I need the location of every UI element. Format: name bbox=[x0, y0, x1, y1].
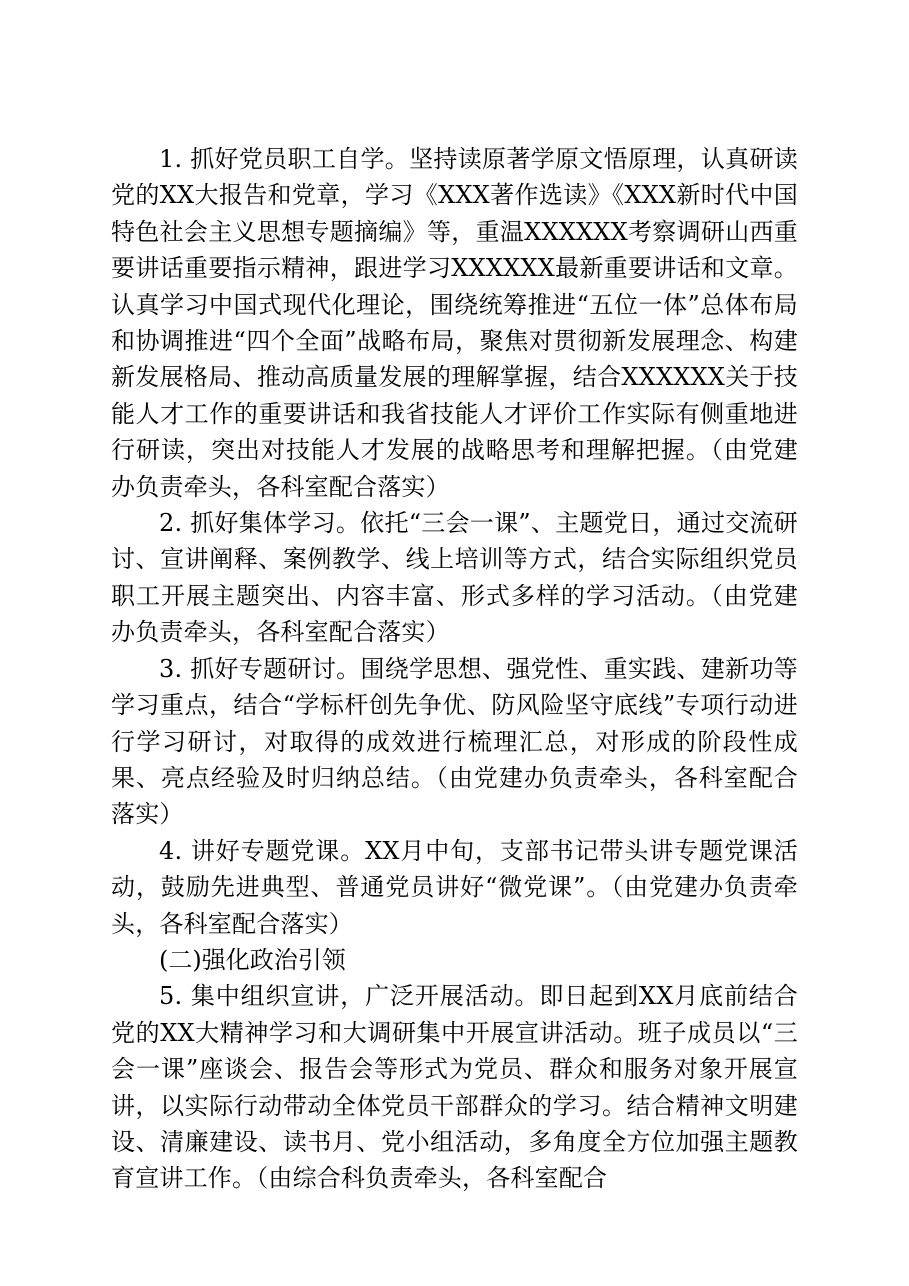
paragraph-1: 1. 抓好党员职工自学。坚持读原著学原文悟原理，认真研读党的XX大报告和党章，学习《XXX著作选读》《XXX新时代中国特色社会主义思想专题摘编》等，重温XXXXXX考察调研山西重要讲话重要指示精神，跟进学习XXXXXX最新重要讲话和文章。认真学习中国式现代化理论，围绕统筹推进“五位一体”总体布局和协调推进“四个全面”战略布局，聚焦对贯彻新发展理念、构建新发展格局、推动高质量发展的理解掌握，结合XXXXXX关于技能人才工作的重要讲话和我省技能人才评价工作实际有侧重地进行研读，突出对技能人才发展的战略思考和理解把握。（由党建办负责牵头，各科室配合落实） bbox=[111, 145, 798, 501]
section-heading: (二)强化政治引领 bbox=[159, 945, 346, 974]
paragraph-5: 5. 集中组织宣讲，广泛开展活动。即日起到XX月底前结合党的XX大精神学习和大调研集中开展宣讲活动。班子成员以“三会一课”座谈会、报告会等形式为党员、群众和服务对象开展宣讲，以实际行动带动全体党员干部群众的学习。结合精神文明建设、清廉建设、读书月、党小组活动，多角度全方位加强主题教育宣讲工作。（由综合科负责牵头，各科室配合 bbox=[111, 982, 798, 1193]
paragraph-3: 3. 抓好专题研讨。围绕学思想、强党性、重实践、建新功等学习重点，结合“学标杆创先争优、防风险坚守底线”专项行动进行学习研讨，对取得的成效进行梳理汇总，对形成的阶段性成果、亮点经验及时归纳总结。（由党建办负责牵头，各科室配合落实） bbox=[111, 654, 798, 829]
paragraph-4: 4. 讲好专题党课。XX月中旬，支部书记带头讲专题党课活动，鼓励先进典型、普通党员讲好“微党课”。（由党建办负责牵头，各科室配合落实） bbox=[111, 836, 798, 938]
paragraph-2: 2. 抓好集体学习。依托“三会一课”、主题党日，通过交流研讨、宣讲阐释、案例教学、线上培训等方式，结合实际组织党员职工开展主题突出、内容丰富、形式多样的学习活动。（由党建办负责牵头，各科室配合落实） bbox=[111, 509, 798, 647]
